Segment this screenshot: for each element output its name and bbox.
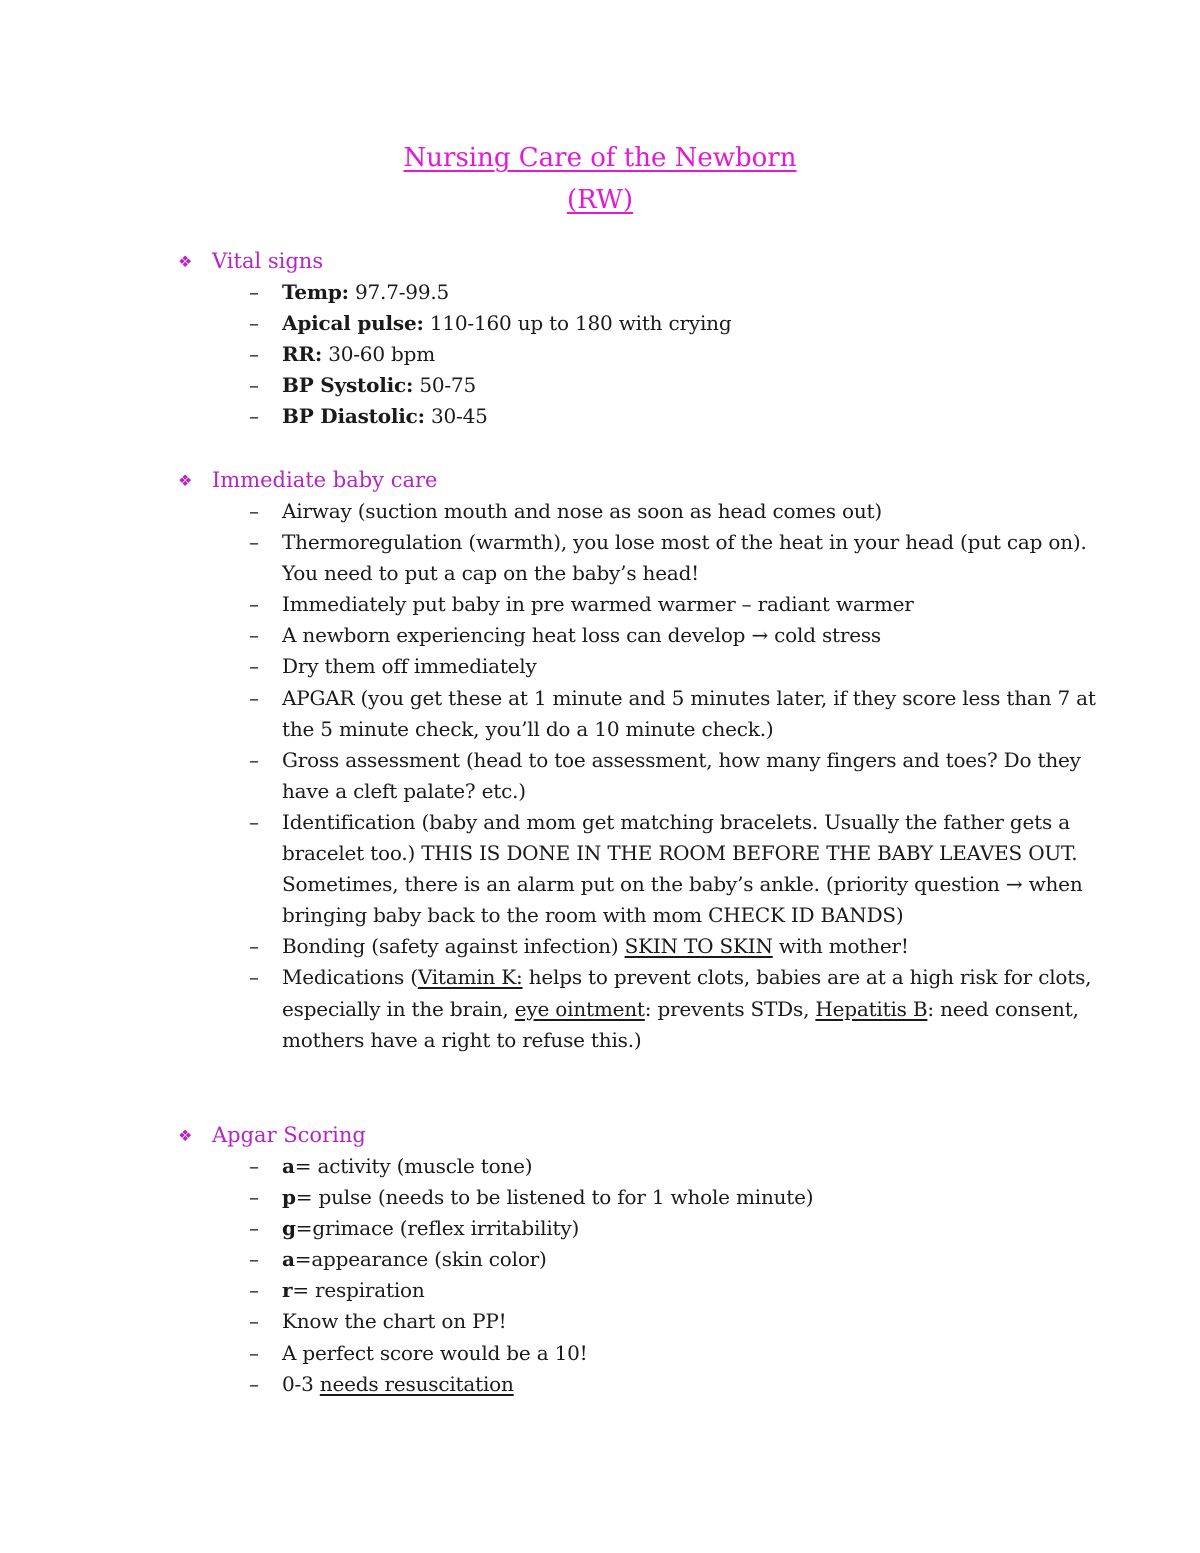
list-item xyxy=(178,308,1098,339)
dash-bullet: – xyxy=(249,499,259,523)
dash-bullet: – xyxy=(249,654,259,679)
dash-bullet: – xyxy=(249,404,259,429)
list-item xyxy=(178,962,1098,1055)
dash-bullet: – xyxy=(249,373,259,398)
item-text: 0-3 xyxy=(282,1371,320,1396)
item-letter: g xyxy=(282,1216,296,1241)
heading-text: Apgar Scoring xyxy=(212,1123,366,1147)
underlined-text: Vitamin K: xyxy=(417,965,523,990)
page-subtitle: (RW) xyxy=(566,185,633,215)
list-item xyxy=(178,370,1098,401)
item-letter: r xyxy=(282,1278,293,1303)
page-title: Nursing Care of the Newborn xyxy=(403,143,797,173)
item-text: Medications ( xyxy=(282,965,418,990)
dash-bullet: – xyxy=(249,311,259,336)
diamond-bullet-icon: ❖ xyxy=(178,1126,193,1145)
item-text: =appearance (skin color) xyxy=(294,1247,547,1272)
dash-bullet: – xyxy=(249,747,259,772)
list-item xyxy=(178,277,1098,308)
list-item xyxy=(178,1306,1098,1337)
list-item xyxy=(178,745,1098,807)
list-item xyxy=(178,589,1098,620)
item-value: 50-75 xyxy=(413,373,476,398)
list-item xyxy=(178,339,1098,370)
item-value: 110-160 up to 180 with crying xyxy=(423,311,732,336)
list-item xyxy=(178,401,1098,432)
dash-bullet: – xyxy=(249,685,259,710)
item-text: A newborn experiencing heat loss can develop → cold stress xyxy=(282,623,881,648)
item-text: A perfect score would be a 10! xyxy=(282,1340,588,1365)
list-item xyxy=(178,1151,1098,1182)
underlined-text: SKIN TO SKIN xyxy=(624,934,773,959)
section-apgar-scoring xyxy=(178,1120,1098,1400)
item-letter: a xyxy=(282,1154,295,1178)
item-label: Apical pulse: xyxy=(282,311,424,336)
list-item xyxy=(178,620,1098,651)
underlined-text: Hepatitis B xyxy=(815,996,928,1021)
item-text: Immediately put baby in pre warmed warmer – radiant warmer xyxy=(282,592,914,617)
list-item xyxy=(178,651,1098,682)
item-letter: a xyxy=(282,1247,295,1272)
list-item xyxy=(178,1244,1098,1275)
list-item xyxy=(178,496,1098,527)
item-text: = respiration xyxy=(292,1278,425,1303)
list-item xyxy=(178,1369,1098,1400)
dash-bullet: – xyxy=(249,1278,259,1303)
dash-bullet: – xyxy=(249,623,259,648)
item-label: Temp: xyxy=(282,280,349,304)
dash-bullet: – xyxy=(249,530,259,555)
item-text: : prevents STDs, xyxy=(644,996,816,1021)
vital-signs-list xyxy=(178,277,1098,432)
section-heading xyxy=(178,246,1098,277)
diamond-bullet-icon: ❖ xyxy=(178,471,193,490)
item-letter: p xyxy=(282,1185,296,1210)
list-item xyxy=(178,1275,1098,1306)
list-item xyxy=(178,931,1098,962)
item-value: 30-60 bpm xyxy=(322,342,435,367)
dash-bullet: – xyxy=(249,1340,259,1365)
item-text: with mother! xyxy=(772,934,909,959)
item-label: BP Systolic: xyxy=(282,373,414,398)
item-value: 97.7-99.5 xyxy=(348,280,450,304)
list-item xyxy=(178,1182,1098,1213)
item-text: Airway (suction mouth and nose as soon as head comes out) xyxy=(282,499,882,523)
underlined-text: needs resuscitation xyxy=(319,1371,514,1396)
dash-bullet: – xyxy=(249,1185,259,1210)
dash-bullet: – xyxy=(249,1309,259,1334)
item-text: Thermoregulation (warmth), you lose most of the heat in your head (put cap on). You need to put a cap on the baby’s head! xyxy=(282,530,1087,586)
item-text: = activity (muscle tone) xyxy=(294,1154,533,1178)
list-item xyxy=(178,683,1098,745)
list-item xyxy=(178,1338,1098,1369)
item-text: Dry them off immediately xyxy=(282,654,537,679)
item-text: Know the chart on PP! xyxy=(282,1309,507,1334)
dash-bullet: – xyxy=(249,592,259,617)
apgar-list xyxy=(178,1151,1098,1400)
item-label: BP Diastolic: xyxy=(282,404,425,429)
dash-bullet: – xyxy=(249,1154,259,1178)
dash-bullet: – xyxy=(249,934,259,959)
dash-bullet: – xyxy=(249,1216,259,1241)
dash-bullet: – xyxy=(249,1371,259,1396)
section-immediate-baby-care xyxy=(178,465,1098,1056)
heading-text: Immediate baby care xyxy=(212,468,438,492)
heading-text: Vital signs xyxy=(212,249,324,273)
dash-bullet: – xyxy=(249,965,259,990)
diamond-bullet-icon: ❖ xyxy=(178,252,193,271)
dash-bullet: – xyxy=(249,1247,259,1272)
dash-bullet: – xyxy=(249,342,259,367)
item-text: helps to prevent clots, babies are at a high risk for clots, especially in the brain, xyxy=(282,965,1092,1021)
item-text: Bonding (safety against infection) xyxy=(282,934,625,959)
item-text: = pulse (needs to be listened to for 1 whole minute) xyxy=(295,1185,814,1210)
section-heading xyxy=(178,1120,1098,1151)
list-item xyxy=(178,527,1098,589)
item-label: RR: xyxy=(282,342,323,367)
section-heading xyxy=(178,465,1098,496)
immediate-care-list xyxy=(178,496,1098,1056)
item-text: =grimace (reflex irritability) xyxy=(295,1216,580,1241)
item-text: Identification (baby and mom get matching bracelets. Usually the father gets a bracelet too.) THIS IS DONE IN THE ROOM BEFORE THE BABY LEAVES OUT. Sometimes, there is an alarm put on the baby’s ankle. (priority question → when bringing baby back to the room with mom CHECK ID BANDS) xyxy=(282,809,1083,928)
underlined-text: eye ointment xyxy=(514,996,645,1021)
section-vital-signs xyxy=(178,246,1098,432)
item-text: APGAR (you get these at 1 minute and 5 minutes later, if they score less than 7 at the 5 minute check, you’ll do a 10 minute check.) xyxy=(282,685,1096,741)
list-item xyxy=(178,1213,1098,1244)
item-value: 30-45 xyxy=(424,404,488,429)
dash-bullet: – xyxy=(249,809,259,834)
item-text: : need consent, mothers have a right to refuse this.) xyxy=(282,996,1079,1052)
list-item xyxy=(178,807,1098,931)
dash-bullet: – xyxy=(249,280,259,304)
item-text: Gross assessment (head to toe assessment, how many fingers and toes? Do they have a cleft palate? etc.) xyxy=(282,747,1081,803)
